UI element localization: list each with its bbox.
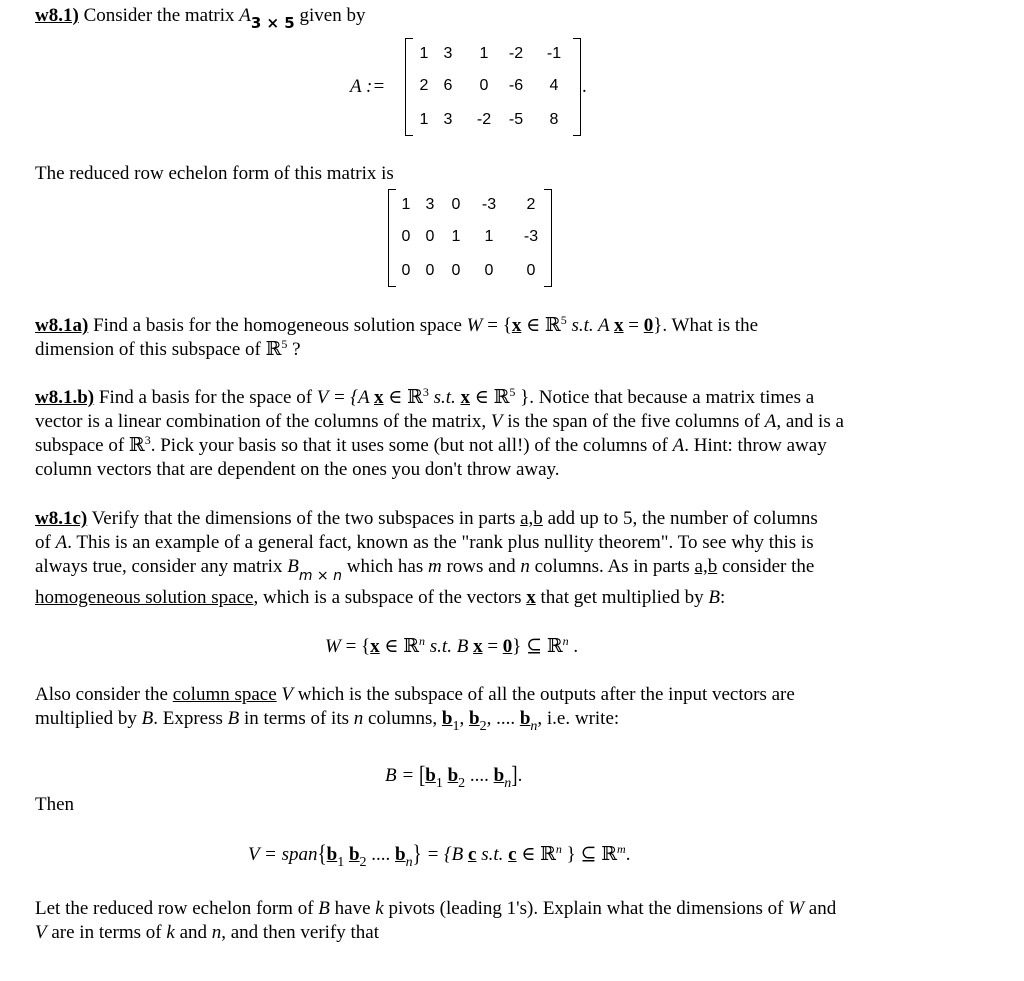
rref-matrix-row	[389, 225, 551, 249]
rref-matrix-cell: 1	[401, 196, 411, 213]
equation-b-columns: $B = [b_1$ $b_2$ .... $b_n$].	[385, 761, 523, 791]
equation-v-span: $V = span\{b_1$ $b_2$ .... $b_n\} = \{B$ c s.t. c ∈ ℝ$^n$ } ⊆ ℝ$^m$.	[248, 840, 631, 870]
matrix-a-lhs: A :=	[350, 76, 386, 97]
w81a-label: w8.1a)	[35, 315, 89, 336]
matrix-a-cell: -2	[508, 45, 524, 62]
w81b-line4: column vectors that are dependent on the ones you don't throw away.	[35, 459, 560, 480]
rref-matrix-cell: 0	[401, 262, 411, 279]
matrix-a-cell: -2	[476, 111, 492, 128]
rref-matrix-row	[389, 193, 551, 217]
rref-matrix-row	[389, 259, 551, 283]
rref-matrix-cell: -3	[523, 228, 539, 245]
rref-matrix-cell: 0	[484, 262, 494, 279]
equation-w: W = {x ∈ ℝ$^n$ s.t. B x = 0} ⊆ ℝ$^n$ .	[325, 634, 579, 657]
matrix-a-cell: 2	[419, 77, 429, 94]
final-line1: Let the reduced row echelon form of B have k pivots (leading 1's). Explain what the dimensions of W and	[35, 898, 837, 919]
rref-matrix-cell: 2	[526, 196, 536, 213]
then-label: Then	[35, 794, 75, 815]
w81c-line2: of A. This is an example of a general fact, known as the "rank plus nullity theorem". To see why this is	[35, 532, 814, 553]
w81c-line1: w8.1c) Verify that the dimensions of the two subspaces in parts a,b add up to 5, the number of columns	[35, 508, 818, 529]
matrix-a-cell: 3	[443, 45, 453, 62]
w81b-line1: w8.1.b) Find a basis for the space of V = {A x ∈ ℝ$^3$ s.t. x ∈ ℝ$^5$ }. Notice that because a matrix times a	[35, 385, 815, 408]
matrix-a-cell: 8	[549, 111, 559, 128]
rref-matrix-cell: 0	[401, 228, 411, 245]
matrix-a-cell: -5	[508, 111, 524, 128]
matrix-a-cell: 1	[419, 45, 429, 62]
matrix-a-cell: -1	[546, 45, 562, 62]
final-line2: V are in terms of k and n, and then verify that	[35, 922, 380, 943]
rref-matrix	[388, 189, 552, 287]
rref-matrix-cell: 0	[451, 262, 461, 279]
column-space-line2: multiplied by B. Express B in terms of its n columns, $b_1$, $b_2$, .... $b_n$, i.e. write:	[35, 708, 620, 734]
rref-matrix-cell: -3	[481, 196, 497, 213]
w81b-line3: subspace of ℝ$^3$. Pick your basis so that it uses some (but not all!) of the columns of A. Hint: throw away	[35, 433, 827, 456]
matrix-a-cell: 0	[479, 77, 489, 94]
rref-matrix-cell: 1	[484, 228, 494, 245]
matrix-a-row	[406, 42, 580, 66]
rref-matrix-cell: 3	[425, 196, 435, 213]
matrix-a-cell: 6	[443, 77, 453, 94]
rref-matrix-cell: 0	[425, 228, 435, 245]
rref-intro: The reduced row echelon form of this matrix is	[35, 163, 394, 184]
matrix-a-cell: 1	[479, 45, 489, 62]
problem-label: w8.1)	[35, 5, 79, 26]
rref-matrix-cell: 0	[425, 262, 435, 279]
rref-matrix-cell: 0	[451, 196, 461, 213]
matrix-a-cell: -6	[508, 77, 524, 94]
column-space-line1: Also consider the column space V which is the subspace of all the outputs after the input vectors are	[35, 684, 795, 705]
rref-matrix-cell: 0	[526, 262, 536, 279]
matrix-a-row	[406, 74, 580, 98]
matrix-a-period: .	[582, 76, 587, 97]
problem-w81-statement: w8.1) Consider the matrix $A_{3 \times 5}$ given by	[35, 5, 366, 32]
rref-matrix-cell: 1	[451, 228, 461, 245]
matrix-a-cell: 3	[443, 111, 453, 128]
w81b-label: w8.1.b)	[35, 387, 95, 408]
w81b-line2: vector is a linear combination of the columns of the matrix, V is the span of the five columns of A, and is a	[35, 411, 844, 432]
w81a-line2: dimension of this subspace of ℝ$^5$ ?	[35, 337, 301, 360]
matrix-a-cell: 4	[549, 77, 559, 94]
matrix-a-row	[406, 108, 580, 132]
w81a-line1: w8.1a) Find a basis for the homogeneous solution space W = {x ∈ ℝ$^5$ s.t. A x = 0}. What is the	[35, 313, 759, 336]
w81c-line4: homogeneous solution space, which is a subspace of the vectors x that get multiplied by B:	[35, 587, 726, 608]
w81c-line3: always true, consider any matrix $B_{m \times n}$ which has m rows and n columns. As in parts a,b consider the	[35, 556, 815, 584]
w81c-label: w8.1c)	[35, 508, 88, 529]
matrix-a	[405, 38, 581, 136]
matrix-a-cell: 1	[419, 111, 429, 128]
